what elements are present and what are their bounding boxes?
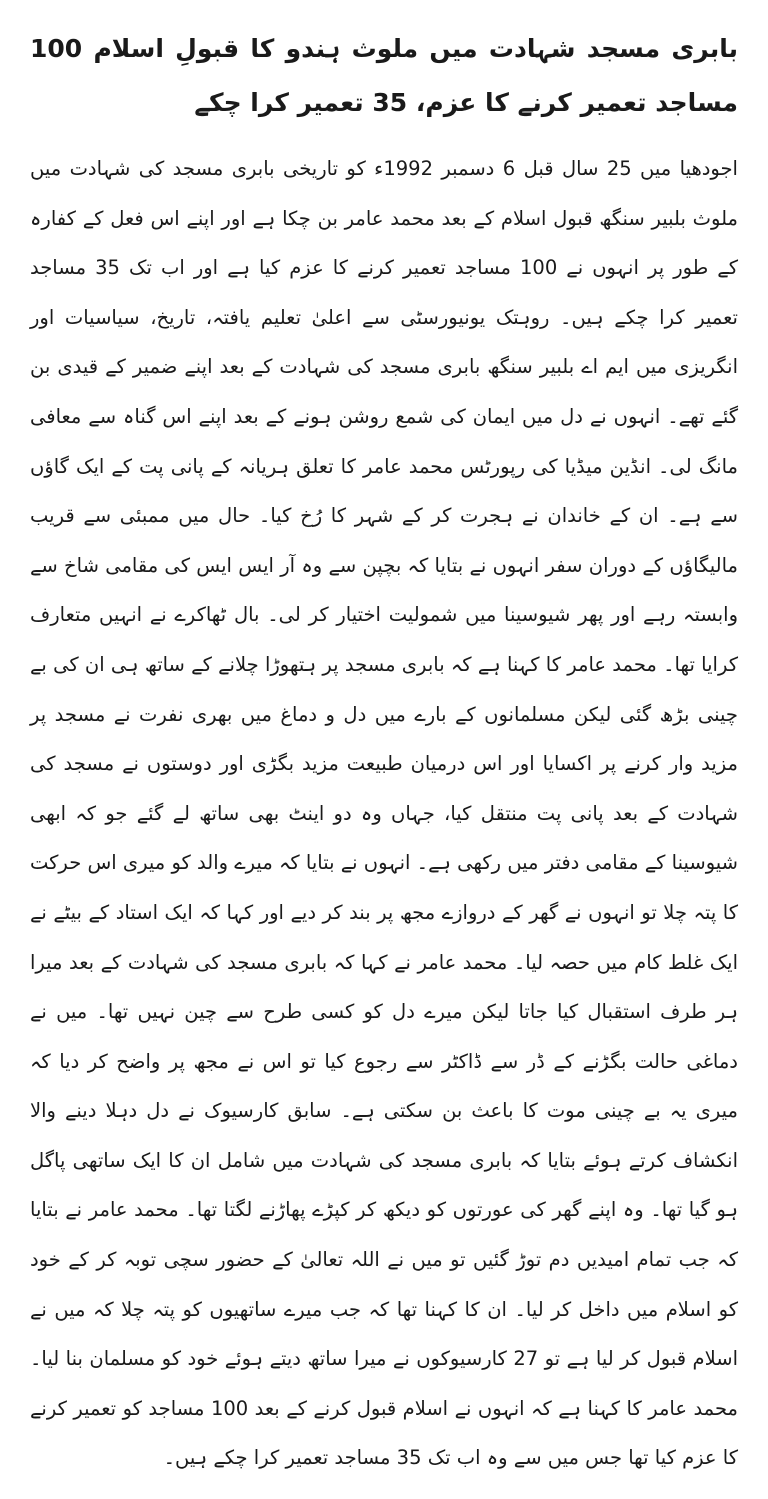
article-headline: بابری مسجد شہادت میں ملوث ہندو کا قبولِ اسلام 100 مساجد تعمیر کرنے کا عزم، 35 تعمیر کرا چکے — [30, 34, 738, 117]
news-article — [30, 22, 738, 1483]
article-body: اجودھیا میں 25 سال قبل 6 دسمبر 1992ء کو تاریخی بابری مسجد کی شہادت میں ملوث بلبیر سنگھ قبول اسلام کے بعد محمد عامر بن چکا ہے اور اپنے اس فعل کے کفارہ کے طور پر انہوں نے 100 مساجد تعمیر کرنے کا عزم کیا ہے اور اب تک 35 مساجد تعمیر کرا چکے ہیں۔ روہتک یونیورسٹی سے اعلیٰ تعلیم یافتہ، تاریخ، سیاسیات اور انگریزی میں ایم اے بلبیر سنگھ بابری مسجد کی شہادت کے بعد اپنے ضمیر کے قیدی بن گئے تھے۔ انہوں نے دل میں ایمان کی شمع روشن ہونے کے بعد اپنے اس گناہ سے معافی مانگ لی۔ انڈین میڈیا کی رپورٹس محمد عامر کا تعلق ہریانہ کے پانی پت کے ایک گاؤں سے ہے۔ ان کے خاندان نے ہجرت کر کے شہر کا رُخ کیا۔ حال میں ممبئی سے قریب مالیگاؤں کے دوران سفر انہوں نے بتایا کہ بچپن سے وہ آر ایس ایس کی مقامی شاخ سے وابستہ رہے اور پھر شیوسینا میں شمولیت اختیار کر لی۔ بال ٹھاکرے نے انہیں متعارف کرایا تھا۔ محمد عامر کا کہنا ہے کہ بابری مسجد پر ہتھوڑا چلانے کے ساتھ ہی ان کی بے چینی بڑھ گئی لیکن مسلمانوں کے بارے میں دل و دماغ میں بھری نفرت نے مسجد پر مزید وار کرنے پر اکسایا اور اس درمیان طبیعت مزید بگڑی اور دوستوں نے مسجد کی شہادت کے بعد پانی پت منتقل کیا، جہاں وہ دو اینٹ بھی ساتھ لے گئے جو کہ ابھی شیوسینا کے مقامی دفتر میں رکھی ہے۔ انہوں نے بتایا کہ میرے والد کو میری اس حرکت کا پتہ چلا تو انہوں نے گھر کے دروازے مجھ پر بند کر دیے اور کہا کہ ایک استاد کے بیٹے نے ایک غلط کام میں حصہ لیا۔ محمد عامر نے کہا کہ بابری مسجد کی شہادت کے بعد میرا ہر طرف استقبال کیا جاتا لیکن میرے دل کو کسی طرح سے چین نہیں تھا۔ میں نے دماغی حالت بگڑنے کے ڈر سے ڈاکٹر سے رجوع کیا تو اس نے مجھ پر واضح کر دیا کہ میری یہ بے چینی موت کا باعث بن سکتی ہے۔ سابق کارسیوک نے دل دہلا دینے والا انکشاف کرتے ہوئے بتایا کہ بابری مسجد کی شہادت میں شامل ان کا ایک ساتھی پاگل ہو گیا تھا۔ وہ اپنے گھر کی عورتوں کو دیکھ کر کپڑے پھاڑنے لگتا تھا۔ محمد عامر نے بتایا کہ جب تمام امیدیں دم توڑ گئیں تو میں نے اللہ تعالیٰ کے حضور سچی توبہ کر کے خود کو اسلام میں داخل کر لیا۔ ان کا کہنا تھا کہ جب میرے ساتھیوں کو پتہ چلا کہ میں نے اسلام قبول کر لیا ہے تو 27 کارسیوکوں نے میرا ساتھ دیتے ہوئے خود کو مسلمان بنا لیا۔ محمد عامر کا کہنا ہے کہ انہوں نے اسلام قبول کرنے کے بعد 100 مساجد کو تعمیر کرنے کا عزم کیا تھا جس میں سے وہ اب تک 35 مساجد تعمیر کرا چکے ہیں۔ — [30, 157, 738, 1470]
